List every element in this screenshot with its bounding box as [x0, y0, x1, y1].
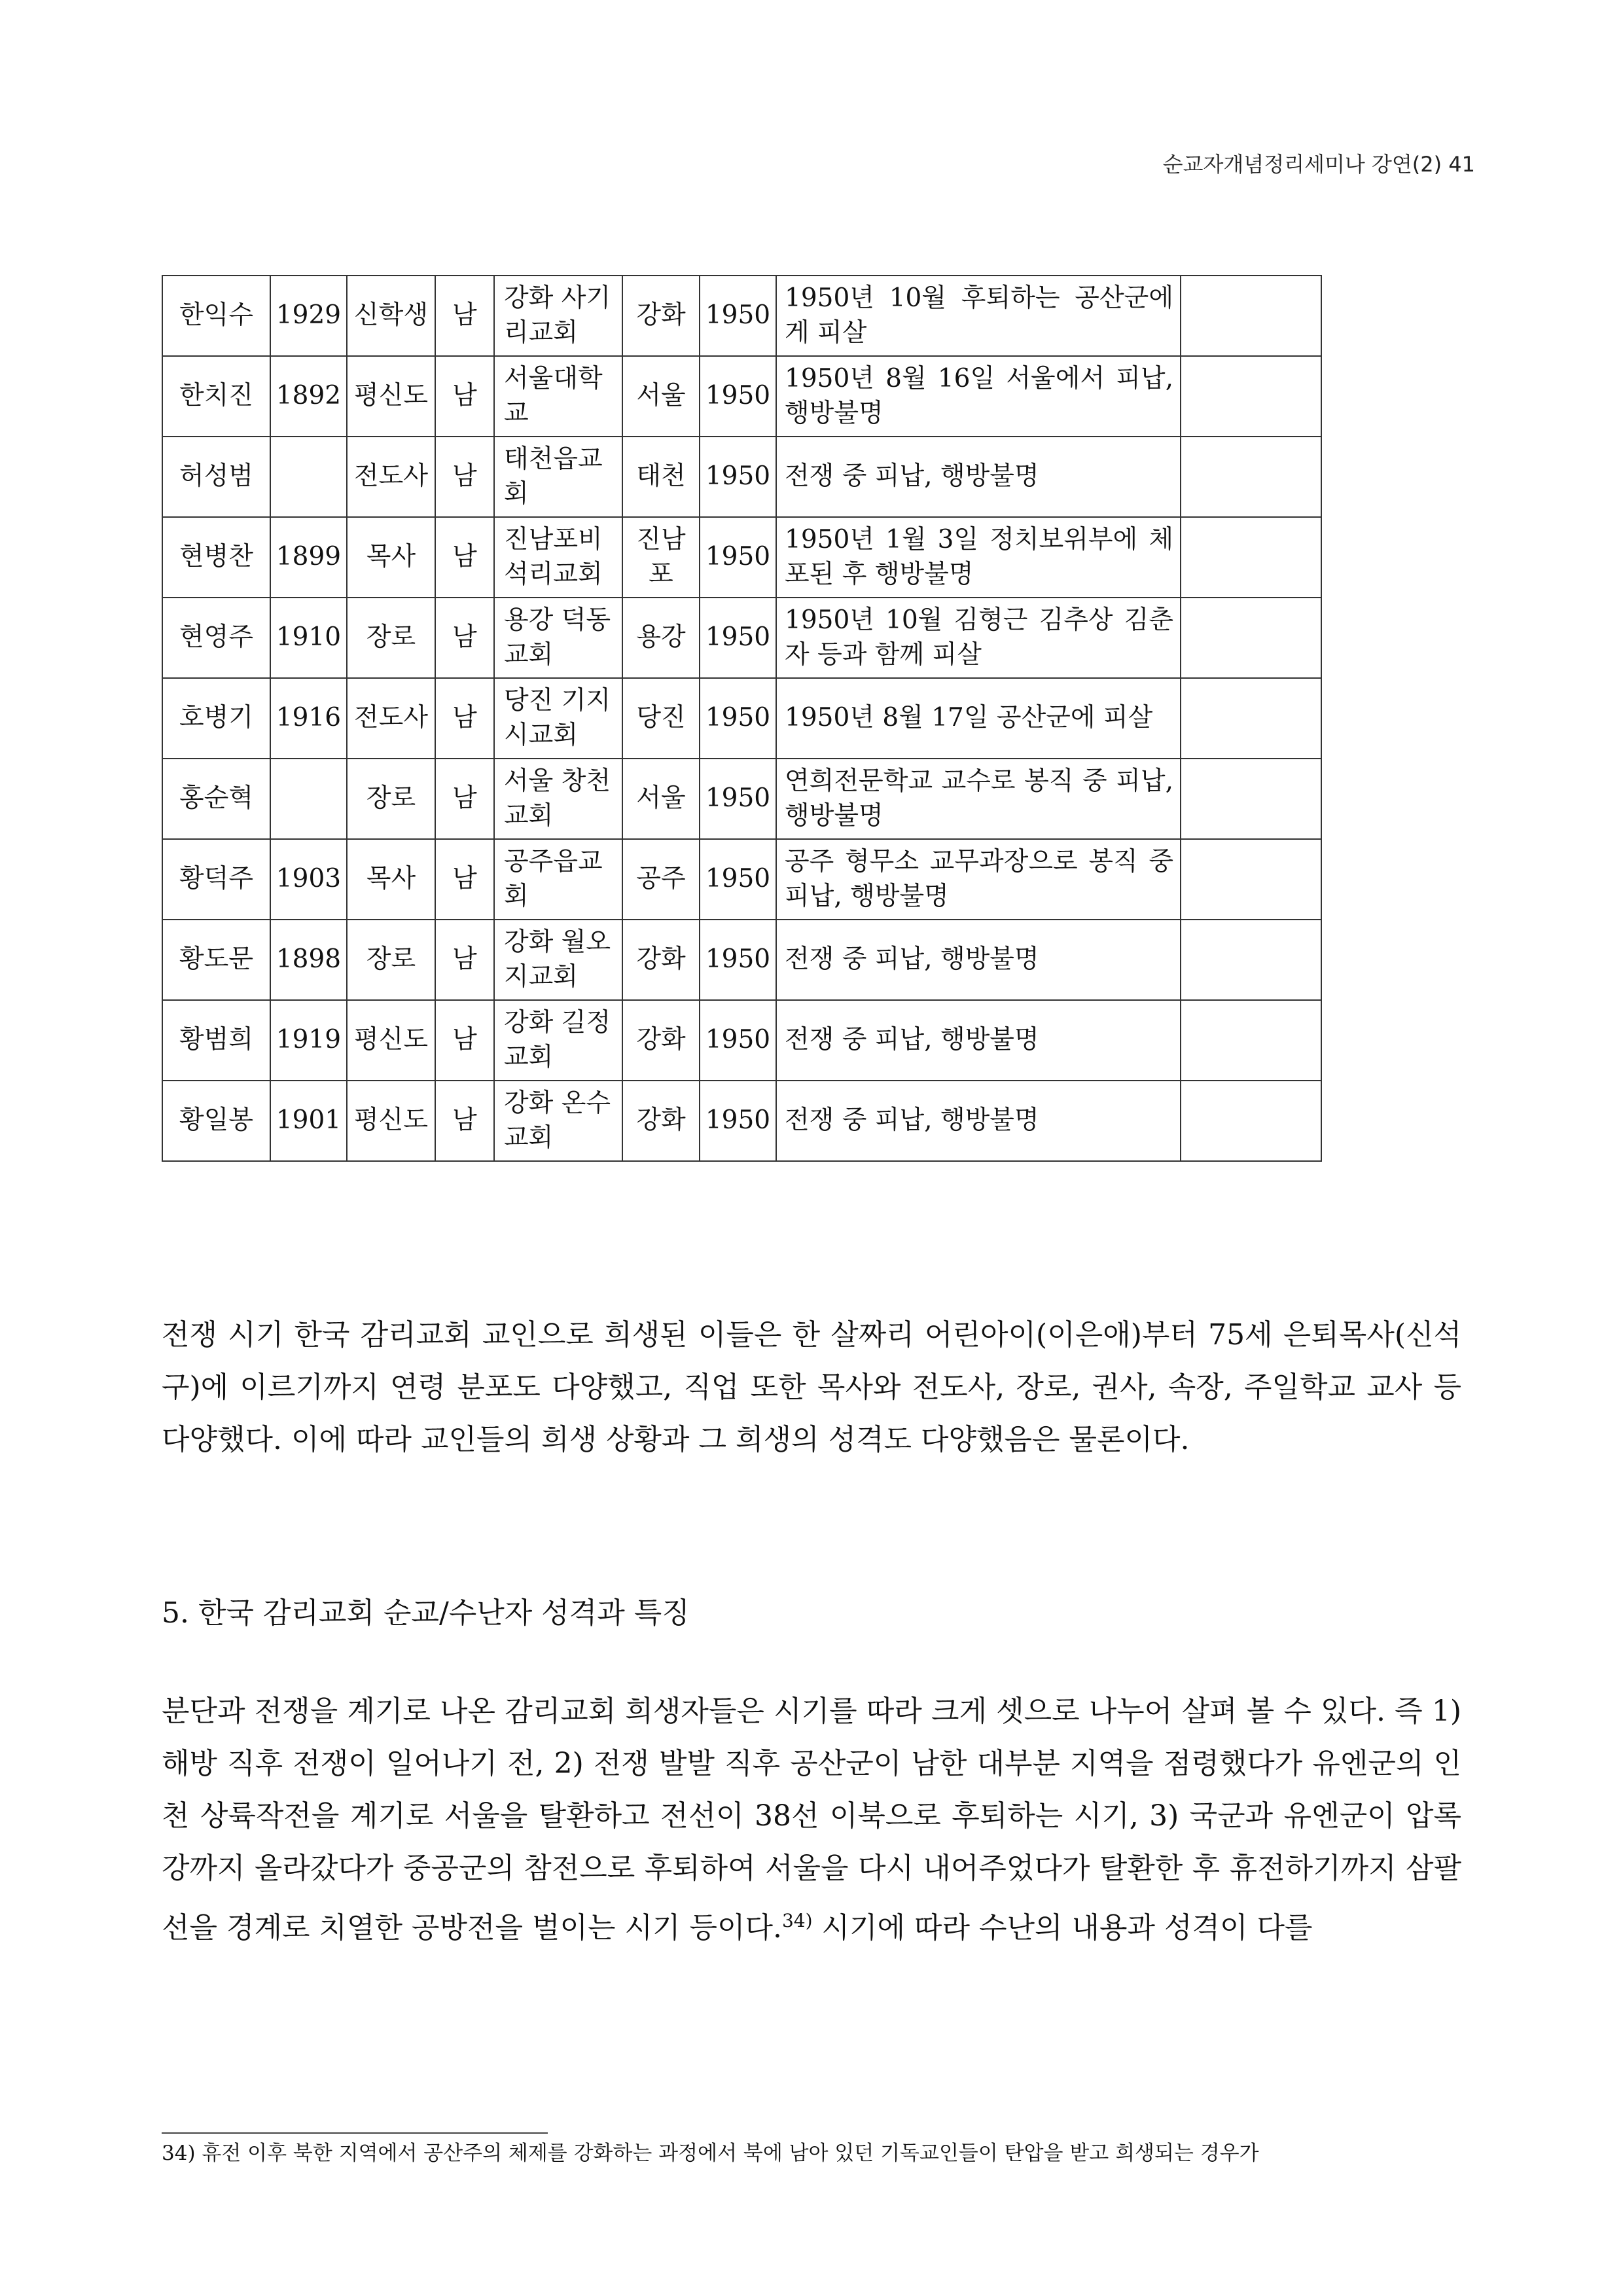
cell-remark — [1181, 759, 1321, 839]
cell-birth-year — [270, 759, 347, 839]
cell-detail: 1950년 8월 17일 공산군에 피살 — [776, 678, 1181, 759]
cell-detail: 연희전문학교 교수로 봉직 중 피납, 행방불명 — [776, 759, 1181, 839]
cell-remark — [1181, 276, 1321, 356]
cell-position: 장로 — [347, 920, 435, 1000]
cell-position: 장로 — [347, 759, 435, 839]
cell-death-year: 1950 — [700, 356, 776, 437]
cell-position: 전도사 — [347, 437, 435, 517]
cell-name: 황도문 — [162, 920, 270, 1000]
footnote-ref[interactable]: 34) — [781, 1910, 813, 1931]
cell-sex: 남 — [435, 1081, 494, 1161]
paragraph-age-distribution: 전쟁 시기 한국 감리교회 교인으로 희생된 이들은 한 살짜리 어린아이(이은애)부터 75세 은퇴목사(신석구)에 이르기까지 연령 분포도 다양했고, 직업 또한 목사와 전도사, 장로, 권사, 속장, 주일학교 교사 등 다양했다. 이에 따라 교인들의 희생 상황과 그 희생의 성격도 다양했음은 물론이다. — [162, 1318, 1461, 1456]
cell-remark — [1181, 356, 1321, 437]
cell-death-year: 1950 — [700, 678, 776, 759]
cell-church: 당진 기지시교회 — [494, 678, 622, 759]
cell-church: 강화 사기리교회 — [494, 276, 622, 356]
table-row — [162, 1000, 1321, 1081]
martyr-table — [162, 275, 1322, 1162]
cell-detail: 1950년 10월 후퇴하는 공산군에게 피살 — [776, 276, 1181, 356]
cell-detail: 공주 형무소 교무과장으로 봉직 중 피납, 행방불명 — [776, 839, 1181, 920]
table-row — [162, 678, 1321, 759]
table-row — [162, 437, 1321, 517]
cell-position: 평신도 — [347, 1081, 435, 1161]
cell-position: 목사 — [347, 517, 435, 598]
cell-region: 태천 — [622, 437, 700, 517]
cell-birth-year: 1892 — [270, 356, 347, 437]
cell-region: 서울 — [622, 759, 700, 839]
cell-remark — [1181, 517, 1321, 598]
running-header: 순교자개념정리세미나 강연(2) 41 — [1162, 152, 1475, 177]
cell-remark — [1181, 598, 1321, 678]
cell-birth-year: 1910 — [270, 598, 347, 678]
cell-sex: 남 — [435, 517, 494, 598]
cell-remark — [1181, 437, 1321, 517]
cell-sex: 남 — [435, 356, 494, 437]
section-heading: 5. 한국 감리교회 순교/수난자 성격과 특징 — [162, 1596, 690, 1630]
cell-detail: 전쟁 중 피납, 행방불명 — [776, 920, 1181, 1000]
cell-death-year: 1950 — [700, 598, 776, 678]
cell-name: 홍순혁 — [162, 759, 270, 839]
cell-church: 태천읍교회 — [494, 437, 622, 517]
cell-sex: 남 — [435, 598, 494, 678]
cell-church: 공주읍교회 — [494, 839, 622, 920]
cell-church: 강화 온수교회 — [494, 1081, 622, 1161]
paragraph-periods — [162, 1685, 1461, 1954]
table-row — [162, 276, 1321, 356]
cell-position: 장로 — [347, 598, 435, 678]
cell-death-year: 1950 — [700, 437, 776, 517]
cell-detail: 1950년 1월 3일 정치보위부에 체포된 후 행방불명 — [776, 517, 1181, 598]
cell-birth-year: 1929 — [270, 276, 347, 356]
cell-name: 한익수 — [162, 276, 270, 356]
cell-church: 강화 길정교회 — [494, 1000, 622, 1081]
cell-sex: 남 — [435, 437, 494, 517]
cell-sex: 남 — [435, 678, 494, 759]
table-row — [162, 1081, 1321, 1161]
cell-death-year: 1950 — [700, 759, 776, 839]
cell-remark — [1181, 1000, 1321, 1081]
cell-region: 공주 — [622, 839, 700, 920]
cell-region: 용강 — [622, 598, 700, 678]
cell-position: 신학생 — [347, 276, 435, 356]
cell-birth-year: 1901 — [270, 1081, 347, 1161]
cell-birth-year: 1898 — [270, 920, 347, 1000]
table-row — [162, 356, 1321, 437]
cell-region: 강화 — [622, 276, 700, 356]
cell-church: 강화 월오지교회 — [494, 920, 622, 1000]
cell-region: 강화 — [622, 920, 700, 1000]
cell-birth-year: 1916 — [270, 678, 347, 759]
table-row — [162, 759, 1321, 839]
paragraph-periods-tail: 시기에 따라 수난의 내용과 성격이 다를 — [812, 1911, 1313, 1945]
cell-detail: 전쟁 중 피납, 행방불명 — [776, 1081, 1181, 1161]
cell-death-year: 1950 — [700, 517, 776, 598]
cell-sex: 남 — [435, 1000, 494, 1081]
cell-sex: 남 — [435, 920, 494, 1000]
cell-remark — [1181, 920, 1321, 1000]
cell-detail: 전쟁 중 피납, 행방불명 — [776, 437, 1181, 517]
cell-death-year: 1950 — [700, 1000, 776, 1081]
cell-detail: 1950년 10월 김형근 김추상 김춘자 등과 함께 피살 — [776, 598, 1181, 678]
cell-death-year: 1950 — [700, 276, 776, 356]
table-row — [162, 517, 1321, 598]
cell-position: 평신도 — [347, 1000, 435, 1081]
martyr-table-body — [162, 276, 1321, 1161]
cell-death-year: 1950 — [700, 839, 776, 920]
cell-name: 허성범 — [162, 437, 270, 517]
cell-remark — [1181, 1081, 1321, 1161]
cell-sex: 남 — [435, 759, 494, 839]
cell-remark — [1181, 839, 1321, 920]
cell-detail: 전쟁 중 피납, 행방불명 — [776, 1000, 1181, 1081]
cell-region: 강화 — [622, 1000, 700, 1081]
cell-name: 현병찬 — [162, 517, 270, 598]
cell-detail: 1950년 8월 16일 서울에서 피납, 행방불명 — [776, 356, 1181, 437]
table-row — [162, 839, 1321, 920]
cell-position: 전도사 — [347, 678, 435, 759]
cell-birth-year: 1919 — [270, 1000, 347, 1081]
cell-death-year: 1950 — [700, 1081, 776, 1161]
cell-region: 강화 — [622, 1081, 700, 1161]
cell-region: 서울 — [622, 356, 700, 437]
cell-death-year: 1950 — [700, 920, 776, 1000]
cell-name: 현영주 — [162, 598, 270, 678]
cell-name: 한치진 — [162, 356, 270, 437]
table-row — [162, 598, 1321, 678]
cell-name: 황범희 — [162, 1000, 270, 1081]
cell-sex: 남 — [435, 839, 494, 920]
cell-position: 목사 — [347, 839, 435, 920]
cell-name: 호병기 — [162, 678, 270, 759]
cell-church: 서울 창천교회 — [494, 759, 622, 839]
paragraph-periods-text: 분단과 전쟁을 계기로 나온 감리교회 희생자들은 시기를 따라 크게 셋으로 나누어 살펴 볼 수 있다. 즉 1) 해방 직후 전쟁이 일어나기 전, 2) 전쟁 발발 직후 공산군이 남한 대부분 지역을 점령했다가 유엔군의 인천 상륙작전을 계기로 서울을 탈환하고 전선이 38선 이북으로 후퇴하는 시기, 3) 국군과 유엔군이 압록강까지 올라갔다가 중공군의 참전으로 후퇴하여 서울을 다시 내어주었다가 탈환한 후 휴전하기까지 삼팔선을 경계로 치열한 공방전을 벌이는 시기 등이다. — [162, 1695, 1462, 1945]
cell-position: 평신도 — [347, 356, 435, 437]
cell-region: 당진 — [622, 678, 700, 759]
cell-church: 진남포비석리교회 — [494, 517, 622, 598]
cell-church: 용강 덕동교회 — [494, 598, 622, 678]
cell-name: 황덕주 — [162, 839, 270, 920]
footnote-34: 34) 휴전 이후 북한 지역에서 공산주의 체제를 강화하는 과정에서 북에 남아 있던 기독교인들이 탄압을 받고 희생되는 경우가 — [162, 2142, 1259, 2165]
cell-region: 진남포 — [622, 517, 700, 598]
footnote-divider — [162, 2132, 548, 2134]
cell-birth-year: 1903 — [270, 839, 347, 920]
cell-remark — [1181, 678, 1321, 759]
cell-birth-year: 1899 — [270, 517, 347, 598]
cell-name: 황일봉 — [162, 1081, 270, 1161]
table-row — [162, 920, 1321, 1000]
cell-birth-year — [270, 437, 347, 517]
cell-sex: 남 — [435, 276, 494, 356]
cell-church: 서울대학교 — [494, 356, 622, 437]
